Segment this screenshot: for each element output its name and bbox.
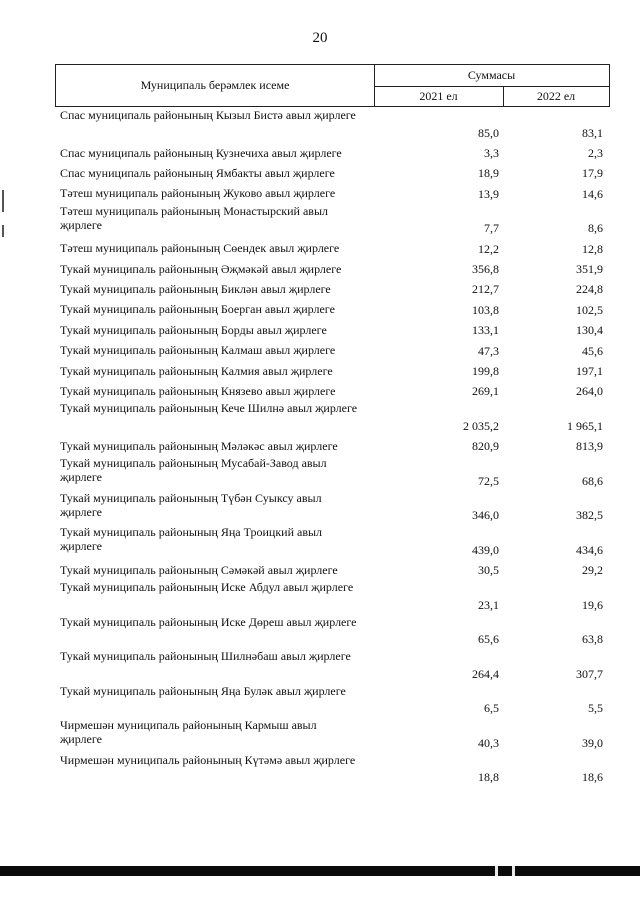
row-municipality-name: Тукай муниципаль районының Әҗмәкәй авыл җирлеге — [60, 261, 342, 276]
table-row — [0, 238, 640, 258]
row-value-2022: 8,6 — [588, 221, 603, 236]
table-row — [0, 580, 640, 615]
row-value-2021: 65,6 — [478, 632, 499, 647]
scan-bottom-band — [0, 866, 640, 876]
scan-edge-mark — [2, 225, 4, 237]
table-body — [0, 108, 640, 787]
row-value-2021: 7,7 — [484, 221, 499, 236]
row-value-2021: 6,5 — [484, 701, 499, 716]
row-municipality-name: Спас муниципаль районының Ямбакты авыл җирлеге — [60, 165, 335, 180]
row-municipality-name: Тукай муниципаль районының Сәмәкәй авыл җирлеге — [60, 562, 338, 577]
row-municipality-name: Тукай муниципаль районының Боерган авыл җирлеге — [60, 302, 335, 317]
header-name-column: Муниципаль берәмлек исеме — [56, 65, 375, 106]
row-municipality-name: Тукай муниципаль районының Шилнәбаш авыл җирлеге — [60, 649, 351, 664]
row-value-2022: 17,9 — [582, 166, 603, 181]
row-municipality-name: Тукай муниципаль районының Яңа Троицкий авыл җирлеге — [60, 525, 323, 554]
row-municipality-name: Чирмешән муниципаль районының Кармыш авыл җирлеге — [60, 718, 317, 747]
row-municipality-name: Тәтеш муниципаль районының Жуково авыл җирлеге — [60, 186, 336, 201]
row-value-2021: 72,5 — [478, 473, 499, 488]
row-value-2022: 5,5 — [588, 701, 603, 716]
table-row — [0, 299, 640, 319]
row-value-2021: 820,9 — [472, 439, 499, 454]
row-value-2021: 439,0 — [472, 542, 499, 557]
row-value-2022: 39,0 — [582, 735, 603, 750]
row-value-2022: 224,8 — [576, 282, 603, 297]
row-value-2021: 18,9 — [478, 166, 499, 181]
row-municipality-name: Тукай муниципаль районының Мәләкәс авыл җирлеге — [60, 438, 338, 453]
header-year-2022: 2022 ел — [536, 88, 576, 103]
table-row — [0, 361, 640, 381]
row-value-2022: 19,6 — [582, 597, 603, 612]
row-value-2021: 13,9 — [478, 186, 499, 201]
row-value-2021: 18,8 — [478, 770, 499, 785]
row-municipality-name: Тукай муниципаль районының Яңа Буләк авыл җирлеге — [60, 683, 346, 698]
table-row — [0, 436, 640, 456]
table-row — [0, 143, 640, 163]
row-value-2022: 102,5 — [576, 302, 603, 317]
header-sum-column: Суммасы — [374, 65, 609, 87]
table-row — [0, 381, 640, 401]
table-row — [0, 340, 640, 360]
table-row — [0, 401, 640, 436]
row-value-2022: 197,1 — [576, 363, 603, 378]
row-value-2021: 40,3 — [478, 735, 499, 750]
row-value-2022: 264,0 — [576, 384, 603, 399]
row-value-2022: 29,2 — [582, 563, 603, 578]
table-row — [0, 204, 640, 239]
table-row — [0, 649, 640, 684]
table-row — [0, 615, 640, 650]
table-row — [0, 560, 640, 580]
row-value-2022: 307,7 — [576, 666, 603, 681]
table-header — [55, 64, 610, 107]
row-value-2021: 212,7 — [472, 282, 499, 297]
row-value-2021: 133,1 — [472, 323, 499, 338]
table-row — [0, 279, 640, 299]
row-municipality-name: Тукай муниципаль районының Түбән Суыксу авыл җирлеге — [60, 490, 322, 519]
row-value-2021: 269,1 — [472, 384, 499, 399]
row-value-2022: 68,6 — [582, 473, 603, 488]
table-row — [0, 684, 640, 719]
row-value-2022: 18,6 — [582, 770, 603, 785]
row-municipality-name: Тәтеш муниципаль районының Монастырский авыл җирлеге — [60, 203, 328, 232]
page-number: 20 — [312, 30, 328, 46]
row-municipality-name: Тукай муниципаль районының Иске Дөреш авыл җирлеге — [60, 614, 357, 629]
header-year-2021: 2021 ел — [374, 86, 504, 106]
row-municipality-name: Тукай муниципаль районының Биклән авыл җирлеге — [60, 281, 331, 296]
row-municipality-name: Чирмешән муниципаль районының Күтәмә авыл җирлеге — [60, 752, 356, 767]
table-row — [0, 456, 640, 491]
table-row — [0, 525, 640, 560]
row-municipality-name: Тукай муниципаль районының Мусабай-Завод авыл җирлеге — [60, 456, 327, 485]
row-municipality-name: Тукай муниципаль районының Кече Шилнә авыл җирлеге — [60, 401, 358, 416]
row-value-2022: 14,6 — [582, 186, 603, 201]
row-value-2022: 2,3 — [588, 145, 603, 160]
row-value-2022: 382,5 — [576, 508, 603, 523]
scan-band-gap — [512, 866, 515, 876]
row-value-2021: 3,3 — [484, 145, 499, 160]
row-municipality-name: Спас муниципаль районының Кузнечиха авыл җирлеге — [60, 145, 342, 160]
table-row — [0, 491, 640, 526]
row-municipality-name: Тукай муниципаль районының Борды авыл җирлеге — [60, 322, 327, 337]
row-value-2021: 199,8 — [472, 363, 499, 378]
row-value-2022: 12,8 — [582, 241, 603, 256]
row-value-2021: 12,2 — [478, 241, 499, 256]
table-row — [0, 259, 640, 279]
row-municipality-name: Тукай муниципаль районының Калмия авыл җирлеге — [60, 363, 333, 378]
row-value-2022: 130,4 — [576, 323, 603, 338]
table-row — [0, 718, 640, 753]
row-value-2021: 30,5 — [478, 563, 499, 578]
row-municipality-name: Тукай муниципаль районының Князево авыл җирлеге — [60, 383, 336, 398]
row-value-2022: 83,1 — [582, 125, 603, 140]
row-value-2022: 351,9 — [576, 261, 603, 276]
row-value-2022: 813,9 — [576, 439, 603, 454]
row-value-2021: 346,0 — [472, 508, 499, 523]
table-row — [0, 163, 640, 183]
row-municipality-name: Тукай муниципаль районының Калмаш авыл җирлеге — [60, 343, 336, 358]
table-row — [0, 183, 640, 203]
row-municipality-name: Тукай муниципаль районының Иске Абдул авыл җирлеге — [60, 580, 354, 595]
row-value-2021: 47,3 — [478, 343, 499, 358]
row-value-2021: 23,1 — [478, 597, 499, 612]
row-value-2021: 85,0 — [478, 125, 499, 140]
scan-edge-mark — [2, 190, 4, 212]
row-municipality-name: Тәтеш муниципаль районының Сөендек авыл җирлеге — [60, 241, 340, 256]
row-value-2021: 264,4 — [472, 666, 499, 681]
table-row — [0, 320, 640, 340]
row-value-2021: 2 035,2 — [463, 418, 499, 433]
row-value-2022: 434,6 — [576, 542, 603, 557]
row-value-2022: 45,6 — [582, 343, 603, 358]
row-municipality-name: Спас муниципаль районының Кызыл Бистә авыл җирлеге — [60, 108, 356, 122]
row-value-2022: 63,8 — [582, 632, 603, 647]
scan-band-gap — [495, 866, 498, 876]
table-row — [0, 108, 640, 143]
row-value-2021: 356,8 — [472, 261, 499, 276]
row-value-2021: 103,8 — [472, 302, 499, 317]
row-value-2022: 1 965,1 — [567, 418, 603, 433]
table-row — [0, 753, 640, 788]
